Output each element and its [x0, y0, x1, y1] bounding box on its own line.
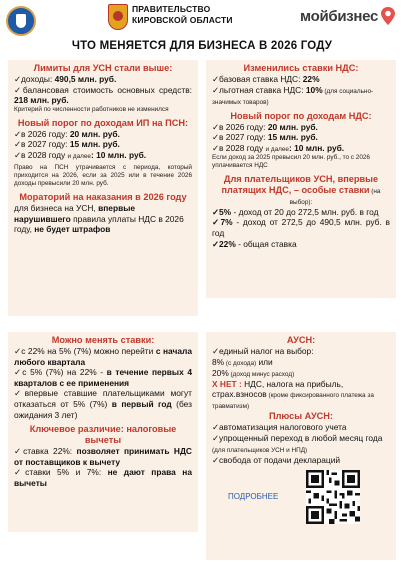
- vat-threshold-2027: ✓в 2027 году: 15 млн. руб.: [212, 132, 318, 143]
- psn-2027: ✓в 2027 году: 15 млн. руб.: [14, 139, 120, 150]
- page-title: ЧТО МЕНЯЕТСЯ ДЛЯ БИЗНЕСА В 2026 ГОДУ: [71, 40, 333, 52]
- deductions-item-1: ✓ставка 22%: позволяет принимать НДС от поставщиков к вычету: [14, 446, 192, 467]
- ausn-rate-20: 20% (доход минус расход): [212, 367, 295, 378]
- qr-code-icon[interactable]: [306, 470, 360, 524]
- ausn-plus-heading: Плюсы АУСН:: [268, 411, 333, 422]
- ausn-rate-8: 8% (с дохода) или: [212, 356, 273, 367]
- ausn-no-taxes: Х НЕТ : НДС, налога на прибыль, страх.взносов (кроме фиксированного платежа за травматизм): [212, 378, 374, 411]
- more-link[interactable]: ПОДРОБНЕЕ: [228, 492, 279, 501]
- ausn-plus-2: ✓упрощенный переход в любой месяц года (для плательщиков УСН и НПД): [212, 432, 383, 454]
- government-title: ПРАВИТЕЛЬСТВО КИРОВСКОЙ ОБЛАСТИ: [132, 4, 233, 25]
- location-pin-icon: [380, 6, 396, 26]
- psn-2026: ✓в 2026 году: 20 млн. руб.: [14, 128, 120, 139]
- moratorium-heading: Мораторий на наказания в 2026 году: [19, 191, 187, 202]
- usn-income-limit: ✓доходы: 490,5 млн. руб.: [14, 74, 117, 84]
- psn-heading: Новый порог по доходам ИП на ПСН:: [17, 117, 189, 128]
- usn-vat-heading: Для плательщиков УСН, впервые платящих НДС, – особые ставки (на выбор):: [221, 173, 381, 206]
- ausn-box: [206, 332, 396, 560]
- psn-note: Право на ПСН утрачивается с периода, который приходится на 2026, если за 2025 или в течение 2026 доходы превысили 20 млн. руб.: [14, 163, 192, 187]
- psn-2028: ✓в 2028 году и далее: 10 млн. руб.: [14, 149, 147, 160]
- change-rates-item-3: ✓впервые ставшие плательщиками могут отказаться от 5% (7%) в первый год (без ожидания 3 лет): [14, 388, 192, 420]
- vat-rates-heading: Изменились ставки НДС:: [243, 63, 359, 73]
- vat-threshold-2026: ✓в 2026 году: 20 млн. руб.: [212, 121, 318, 132]
- deductions-item-2: ✓ставки 5% и 7%: не дают права на вычеты: [14, 467, 193, 488]
- ausn-heading: АУСН:: [286, 335, 316, 345]
- usn-vat-option-22: ✓22% - общая ставка: [212, 238, 297, 249]
- deductions-heading: Ключевое различие: налоговые вычеты: [29, 424, 177, 446]
- vat-threshold-heading: Новый порог по доходам НДС:: [230, 110, 372, 121]
- change-rates-item-2: ✓с 5% (7%) на 22% - в течение первых 4 кварталов с ее применения: [14, 367, 192, 388]
- vat-reduced-rate: ✓льготная ставка НДС: 10% (для социально-значимых товаров): [212, 84, 374, 106]
- moy-biznes-logo: мойбизнес: [300, 8, 379, 25]
- change-rates-box: [8, 332, 198, 532]
- vat-threshold-2028: ✓в 2028 году и далее: 10 млн. руб.: [212, 142, 345, 153]
- vat-box: [206, 60, 396, 298]
- usn-vat-option-7: ✓7% - доход от 272,5 до 490,5 млн. руб. в год: [212, 217, 391, 238]
- moratorium-text: для бизнеса на УСН, впервые нарушившего правила уплаты НДС в 2026 году, не будет штрафов: [14, 202, 184, 235]
- usn-assets-limit: ✓балансовая стоимость основных средств: 218 млн. руб.: [14, 84, 192, 106]
- vat-base-rate: ✓базовая ставка НДС: 22%: [212, 74, 320, 84]
- ausn-plus-3: ✓свобода от подачи деклараций: [212, 454, 341, 465]
- tax-service-emblem-icon: [6, 6, 36, 36]
- change-rates-heading: Можно менять ставки:: [51, 335, 155, 345]
- page-header: [0, 0, 404, 38]
- usn-limits-heading: Лимиты для УСН стали выше:: [33, 63, 173, 73]
- ausn-plus-1: ✓автоматизация налогового учета: [212, 422, 347, 433]
- usn-limits-box: [8, 60, 198, 316]
- vat-threshold-note: Если доход за 2025 превысил 20 млн. руб., то с 2026 уплачивается НДС: [212, 153, 370, 169]
- usn-vat-option-5: ✓5% - доход от 20 до 272,5 млн. руб. в год: [212, 206, 379, 217]
- kirov-coat-of-arms-icon: [108, 4, 128, 30]
- usn-staff-note: Критерий по численности работников не изменился: [14, 105, 169, 113]
- ausn-single-tax: ✓единый налог на выбор:: [212, 346, 314, 356]
- change-rates-item-1: ✓с 22% на 5% (7%) можно перейти с начала любого квартала: [14, 346, 192, 367]
